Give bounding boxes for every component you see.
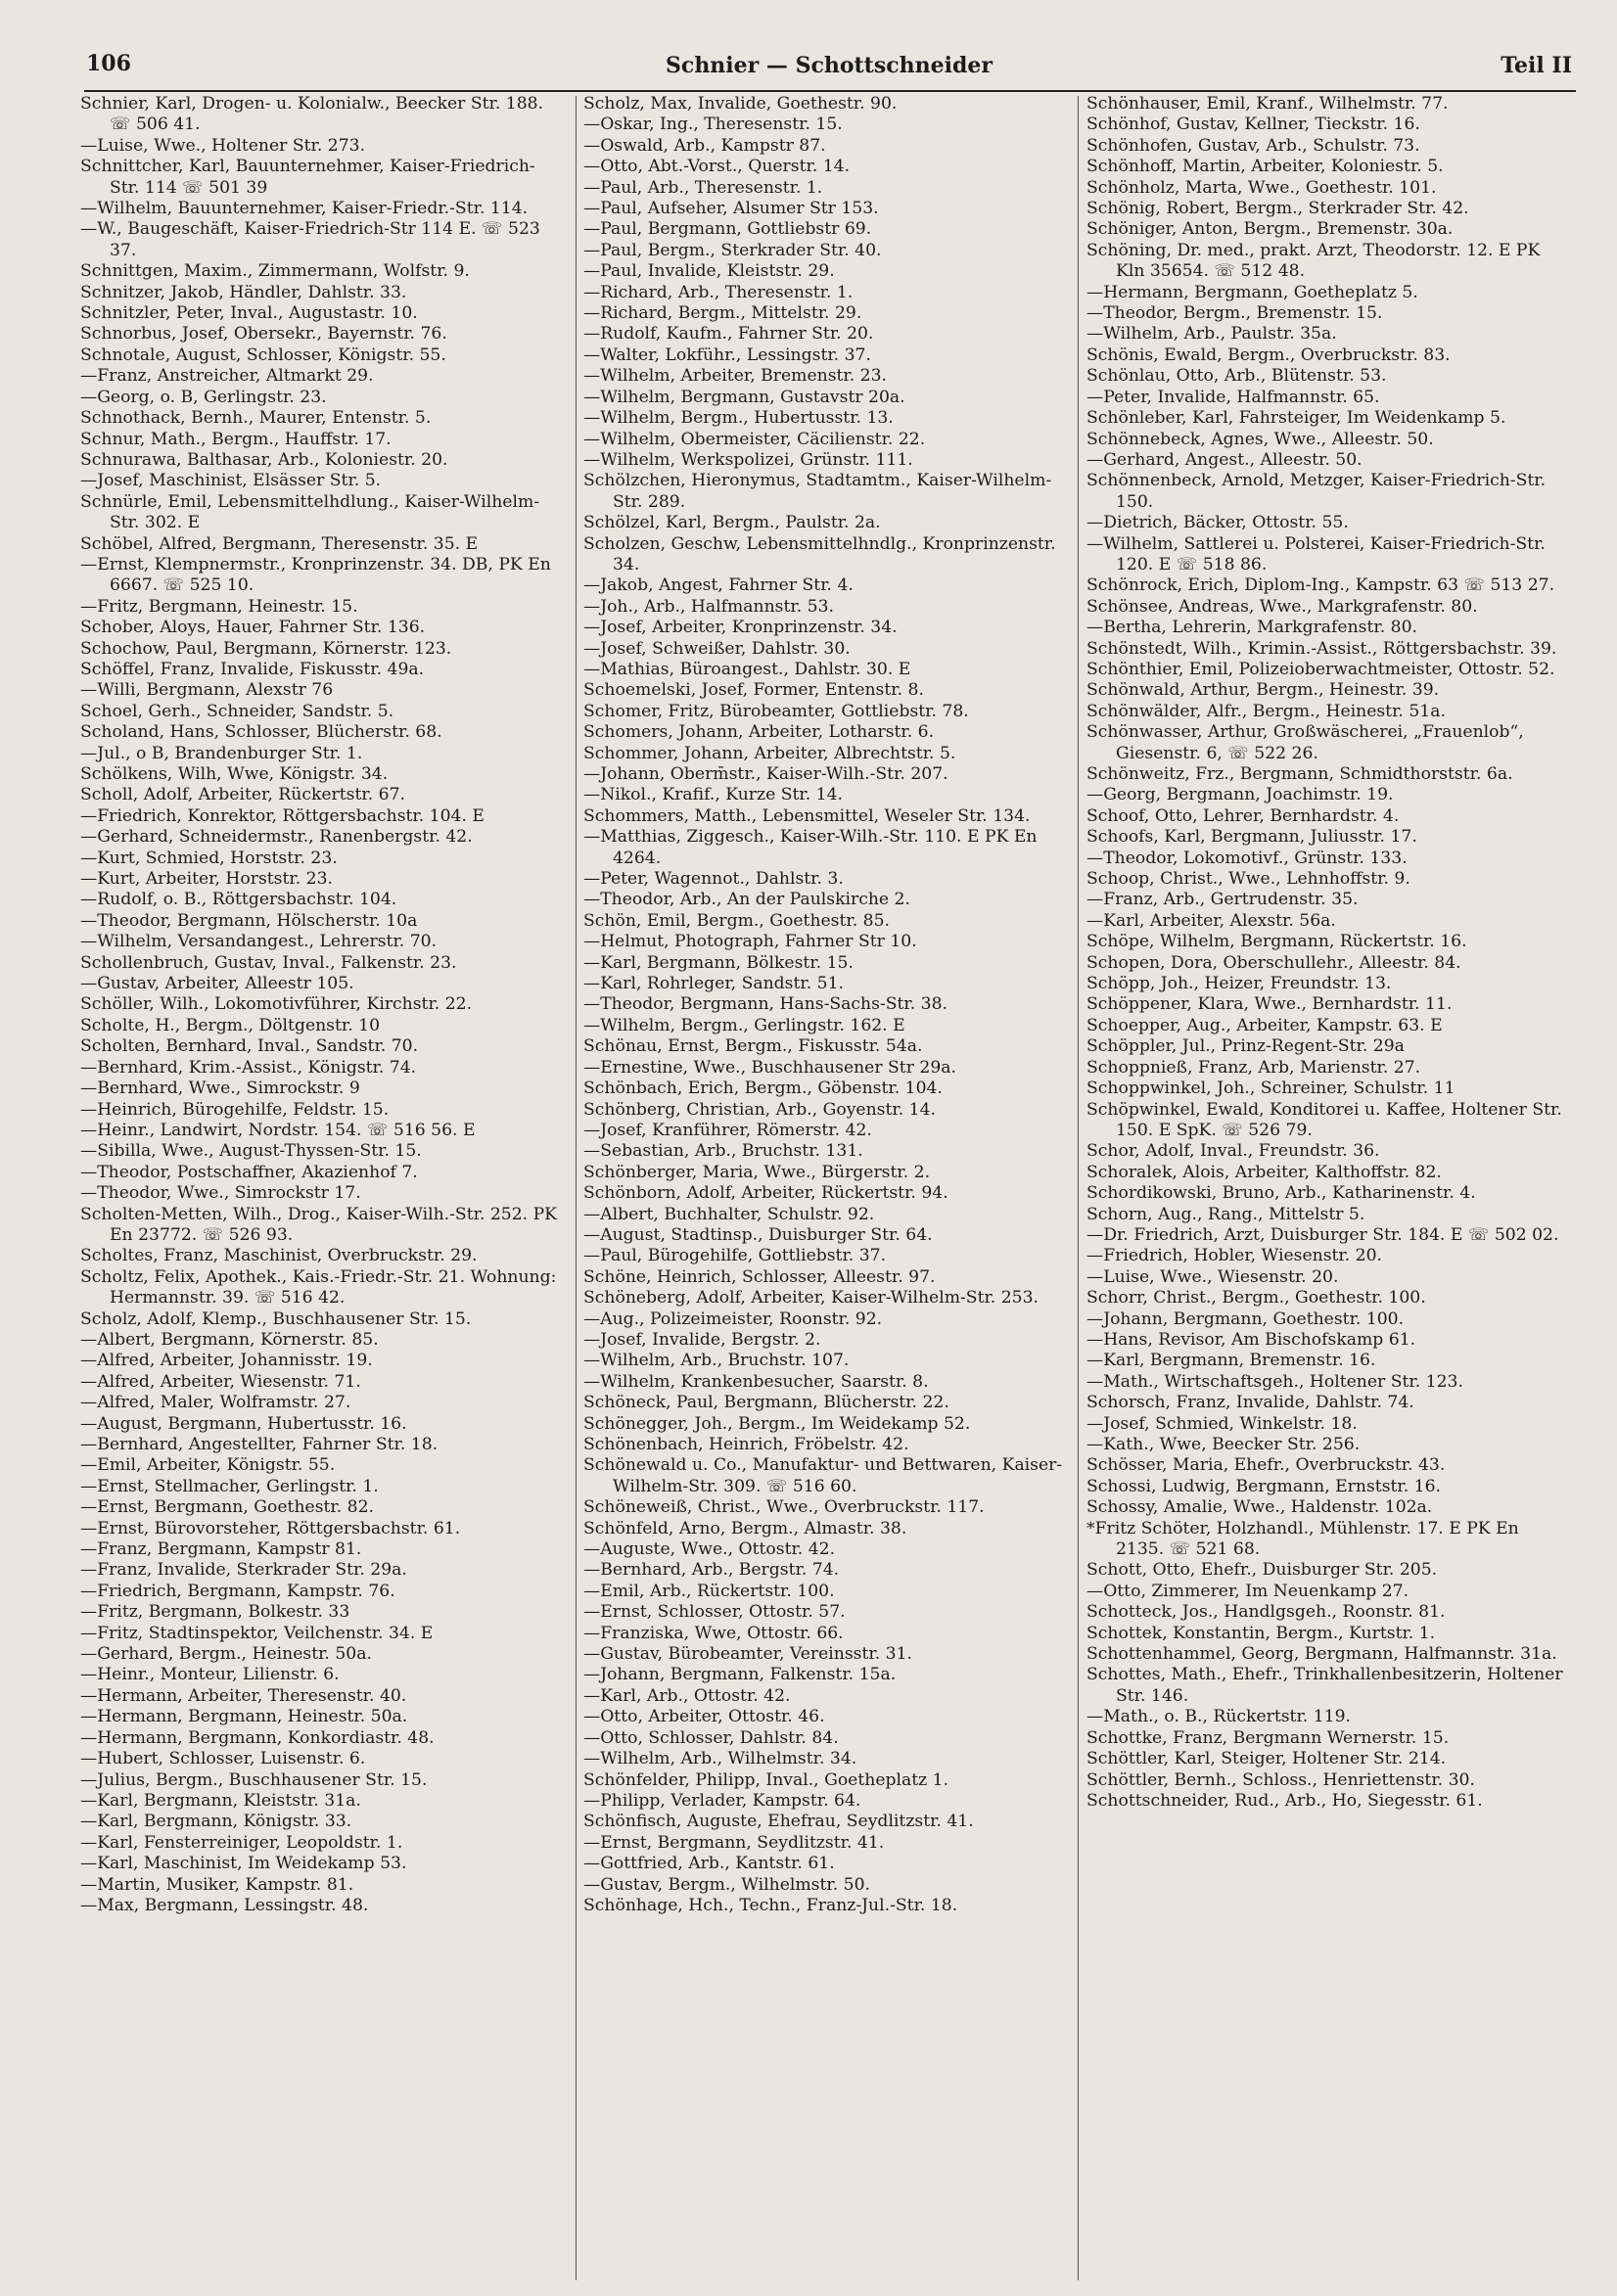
directory-entry: —Emil, Arb., Rückertstr. 100.: [583, 1581, 835, 1601]
directory-entry: Schor, Adolf, Inval., Freundstr. 36.: [1086, 1141, 1380, 1162]
running-title: Schnier — Schottschneider: [666, 53, 993, 78]
page-header: [86, 47, 1572, 86]
directory-entry: —Ernst, Schlosser, Ottostr. 57.: [583, 1602, 846, 1623]
directory-entry: —Ernst, Klempnermstr., Kronprinzenstr. 34. DB, PK En 6667. ☏ 525 10.: [80, 554, 551, 596]
directory-entry: Schönegger, Joh., Bergm., Im Weidekamp 52.: [583, 1413, 971, 1434]
directory-entry: Scholz, Adolf, Klemp., Buschhausener Str. 15.: [80, 1309, 472, 1329]
directory-entry: —Theodor, Lokomotivf., Grünstr. 133.: [1086, 848, 1408, 868]
directory-entry: Scholl, Adolf, Arbeiter, Rückertstr. 67.: [80, 785, 405, 805]
directory-entry: —Sibilla, Wwe., August-Thyssen-Str. 15.: [80, 1141, 422, 1162]
directory-entry: —Albert, Buchhalter, Schulstr. 92.: [583, 1204, 875, 1224]
directory-entry: Schoof, Otto, Lehrer, Bernhardstr. 4.: [1086, 805, 1400, 826]
directory-entry: —Otto, Schlosser, Dahlstr. 84.: [583, 1727, 839, 1748]
directory-column-3: [1086, 94, 1571, 2286]
directory-entry: Schönenbach, Heinrich, Fröbelstr. 42.: [583, 1435, 909, 1454]
directory-entry: —Wilhelm, Sattlerei u. Polsterei, Kaiser-Friedrich-Str. 120. E ☏ 518 86.: [1086, 533, 1546, 574]
directory-entry: Schossy, Amalie, Wwe., Haldenstr. 102a.: [1086, 1497, 1433, 1518]
directory-entry: —Wilhelm, Arbeiter, Bremenstr. 23.: [583, 366, 888, 387]
directory-entry: —Franz, Bergmann, Kampstr 81.: [80, 1539, 362, 1560]
directory-entry: —Ernst, Bergmann, Goethestr. 82.: [80, 1497, 375, 1518]
directory-entry: —Hermann, Bergmann, Konkordiastr. 48.: [80, 1727, 435, 1748]
column-divider-2: [1078, 96, 1079, 2280]
directory-entry: —Wilhelm, Bergm., Hubertusstr. 13.: [583, 408, 894, 429]
directory-entry: Schoop, Christ., Wwe., Lehnhoffstr. 9.: [1086, 869, 1410, 890]
directory-entry: —Hermann, Bergmann, Heinestr. 50a.: [80, 1707, 408, 1727]
directory-entry: Schönau, Ernst, Bergm., Fiskusstr. 54a.: [583, 1036, 923, 1057]
directory-entry: Schöne, Heinrich, Schlosser, Alleestr. 97.: [583, 1266, 936, 1287]
directory-entry: Schoepper, Aug., Arbeiter, Kampstr. 63. E: [1086, 1015, 1443, 1035]
directory-entry: Schoralek, Alois, Arbeiter, Kalthoffstr. 82.: [1086, 1162, 1442, 1182]
directory-entry: Schönfelder, Philipp, Inval., Goetheplatz 1.: [583, 1769, 949, 1790]
directory-entry: —Ernst, Stellmacher, Gerlingstr. 1.: [80, 1476, 379, 1496]
directory-entry: Scholzen, Geschw, Lebensmittelhndlg., Kronprinzenstr. 34.: [583, 533, 1056, 574]
directory-entry: Schnier, Karl, Drogen- u. Kolonialw., Beecker Str. 188. ☏ 506 41.: [80, 94, 544, 135]
directory-entry: Schönhofen, Gustav, Arb., Schulstr. 73.: [1086, 135, 1420, 156]
directory-entry: —Gustav, Arbeiter, Alleestr 105.: [80, 974, 354, 994]
directory-entry: Schnitzler, Peter, Inval., Augustastr. 10.: [80, 303, 418, 324]
directory-entry: —Wilhelm, Arb., Bruchstr. 107.: [583, 1351, 850, 1371]
directory-entry: Schöller, Wilh., Lokomotivführer, Kirchstr. 22.: [80, 994, 473, 1015]
directory-entry: —Wilhelm, Bergm., Gerlingstr. 162. E: [583, 1015, 905, 1035]
directory-entry: Schönhage, Hch., Techn., Franz-Jul.-Str. 18.: [583, 1895, 958, 1915]
directory-entry: Schnotale, August, Schlosser, Königstr. 55.: [80, 344, 446, 365]
directory-entry: Schommer, Johann, Arbeiter, Albrechtstr. 5.: [583, 743, 956, 763]
directory-entry: —Gerhard, Angest., Alleestr. 50.: [1086, 449, 1363, 470]
directory-entry: —Gustav, Bürobeamter, Vereinsstr. 31.: [583, 1644, 912, 1665]
directory-entry: —Otto, Zimmerer, Im Neuenkamp 27.: [1086, 1581, 1409, 1601]
directory-entry: Schoel, Gerh., Schneider, Sandstr. 5.: [80, 701, 394, 721]
directory-entry: —Karl, Maschinist, Im Weidekamp 53.: [80, 1854, 407, 1874]
directory-entry: Schöpwinkel, Ewald, Konditorei u. Kaffee, Holtener Str. 150. E SpK. ☏ 526 79.: [1086, 1099, 1562, 1140]
directory-entry: —Joh., Arb., Halfmannstr. 53.: [583, 596, 834, 617]
directory-entry: —Heinr., Monteur, Lilienstr. 6.: [80, 1665, 340, 1685]
directory-entry: Schönhauser, Emil, Kranf., Wilhelmstr. 77.: [1086, 94, 1449, 114]
directory-entry: Schott, Otto, Ehefr., Duisburger Str. 205.: [1086, 1560, 1438, 1581]
directory-entry: —Josef, Arbeiter, Kronprinzenstr. 34.: [583, 618, 898, 638]
directory-entry: —Kurt, Arbeiter, Horststr. 23.: [80, 869, 333, 890]
directory-entry: Schottenhammel, Georg, Bergmann, Halfmannstr. 31a.: [1086, 1644, 1557, 1665]
directory-entry: —Josef, Schweißer, Dahlstr. 30.: [583, 638, 851, 659]
directory-entry: Schöppler, Jul., Prinz-Regent-Str. 29a: [1086, 1036, 1405, 1057]
directory-entry: Schöneweiß, Christ., Wwe., Overbruckstr. 117.: [583, 1497, 985, 1518]
directory-entry: —Paul, Aufseher, Alsumer Str 153.: [583, 199, 879, 219]
directory-entry: —Ernst, Bürovorsteher, Röttgersbachstr. 61.: [80, 1518, 461, 1538]
directory-entry: —Johann, Bergmann, Goethestr. 100.: [1086, 1309, 1405, 1329]
directory-entry: Schoppwinkel, Joh., Schreiner, Schulstr. 11: [1086, 1079, 1455, 1099]
directory-entry: —Josef, Schmied, Winkelstr. 18.: [1086, 1413, 1358, 1434]
directory-entry: Schöpp, Joh., Heizer, Freundstr. 13.: [1086, 974, 1392, 994]
directory-entry: Schorr, Christ., Bergm., Goethestr. 100.: [1086, 1288, 1426, 1309]
directory-entry: —Hermann, Bergmann, Goetheplatz 5.: [1086, 282, 1418, 302]
directory-entry: —Paul, Bürogehilfe, Gottliebstr. 37.: [583, 1246, 887, 1266]
directory-entry: —Math., Wirtschaftsgeh., Holtener Str. 123.: [1086, 1371, 1463, 1392]
directory-entry: —Franz, Arb., Gertrudenstr. 35.: [1086, 890, 1359, 910]
directory-entry: *Fritz Schöter, Holzhandl., Mühlenstr. 17. E PK En 2135. ☏ 521 68.: [1086, 1518, 1519, 1560]
directory-entry: —Karl, Bergmann, Kleiststr. 31a.: [80, 1790, 361, 1811]
directory-entry: —Helmut, Photograph, Fahrner Str 10.: [583, 932, 917, 952]
directory-entry: —Richard, Bergm., Mittelstr. 29.: [583, 303, 862, 324]
directory-entry: Schönewald u. Co., Manufaktur- und Bettwaren, Kaiser-Wilhelm-Str. 309. ☏ 516 60.: [583, 1455, 1063, 1496]
directory-entry: Schöning, Dr. med., prakt. Arzt, Theodorstr. 12. E PK Kln 35654. ☏ 512 48.: [1086, 240, 1541, 282]
directory-entry: Schönbach, Erich, Bergm., Göbenstr. 104.: [583, 1079, 943, 1099]
directory-entry: —Math., o. B., Rückertstr. 119.: [1086, 1707, 1351, 1727]
directory-entry: —Bernhard, Arb., Bergstr. 74.: [583, 1560, 840, 1581]
directory-entry: Schöttler, Bernh., Schloss., Henriettenstr. 30.: [1086, 1769, 1475, 1790]
directory-entry: —Theodor, Bergm., Bremenstr. 15.: [1086, 303, 1383, 324]
directory-entry: —Josef, Maschinist, Elsässer Str. 5.: [80, 471, 382, 491]
directory-entry: Scholten, Bernhard, Inval., Sandstr. 70.: [80, 1036, 419, 1057]
directory-entry: —Wilhelm, Bergmann, Gustavstr 20a.: [583, 387, 905, 407]
directory-entry: Schorsch, Franz, Invalide, Dahlstr. 74.: [1086, 1393, 1414, 1413]
directory-entry: —Karl, Arbeiter, Alexstr. 56a.: [1086, 910, 1336, 931]
directory-entry: Schöttler, Karl, Steiger, Holtener Str. 214.: [1086, 1749, 1447, 1769]
directory-entry: Schönberg, Christian, Arb., Goyenstr. 14.: [583, 1099, 936, 1120]
directory-entry: —Hubert, Schlosser, Luisenstr. 6.: [80, 1749, 366, 1769]
directory-entry: Schossi, Ludwig, Bergmann, Ernststr. 16.: [1086, 1476, 1442, 1496]
directory-entry: —Johann, Oberm̄str., Kaiser-Wilh.-Str. 207.: [583, 764, 948, 784]
directory-entry: Schnürle, Emil, Lebensmittelhdlung., Kaiser-Wilhelm-Str. 302. E: [80, 491, 540, 533]
directory-entry: Schomers, Johann, Arbeiter, Lotharstr. 6.: [583, 722, 935, 743]
directory-entry: —Max, Bergmann, Lessingstr. 48.: [80, 1895, 369, 1915]
directory-entry: Schöppener, Klara, Wwe., Bernhardstr. 11.: [1086, 994, 1453, 1015]
directory-entry: —Franz, Invalide, Sterkrader Str. 29a.: [80, 1560, 407, 1581]
directory-entry: Schönthier, Emil, Polizeioberwachtmeister, Ottostr. 52.: [1086, 659, 1555, 679]
directory-entry: Schoemelski, Josef, Former, Entenstr. 8.: [583, 680, 924, 701]
directory-entry: —Rudolf, o. B., Röttgersbachstr. 104.: [80, 890, 397, 910]
directory-entry: Schönwälder, Alfr., Bergm., Heinestr. 51a.: [1086, 701, 1446, 721]
directory-entry: —Peter, Wagennot., Dahlstr. 3.: [583, 869, 844, 890]
directory-entry: —Josef, Kranführer, Römerstr. 42.: [583, 1120, 872, 1140]
directory-entry: —Willi, Bergmann, Alexstr 76: [80, 680, 334, 701]
directory-entry: Schölkens, Wilh, Wwe, Königstr. 34.: [80, 764, 389, 784]
directory-entry: Schönwald, Arthur, Bergm., Heinestr. 39.: [1086, 680, 1440, 701]
directory-entry: Schönfeld, Arno, Bergm., Almastr. 38.: [583, 1518, 907, 1538]
directory-entry: Schommers, Matth., Lebensmittel, Weseler Str. 134.: [583, 805, 1031, 826]
directory-entry: Schönig, Robert, Bergm., Sterkrader Str. 42.: [1086, 199, 1469, 219]
directory-entry: —Heinr., Landwirt, Nordstr. 154. ☏ 516 56. E: [80, 1120, 476, 1140]
directory-entry: —Friedrich, Konrektor, Röttgersbachstr. 104. E: [80, 805, 485, 826]
directory-entry: Schordikowski, Bruno, Arb., Katharinenstr. 4.: [1086, 1183, 1476, 1204]
directory-entry: —Albert, Bergmann, Körnerstr. 85.: [80, 1329, 379, 1350]
directory-entry: —Karl, Fensterreiniger, Leopoldstr. 1.: [80, 1832, 403, 1853]
directory-entry: Schöneberg, Adolf, Arbeiter, Kaiser-Wilhelm-Str. 253.: [583, 1288, 1040, 1309]
directory-entry: —Oswald, Arb., Kampstr 87.: [583, 135, 826, 156]
directory-entry: Schöniger, Anton, Bergm., Bremenstr. 30a.: [1086, 219, 1454, 240]
directory-entry: —Karl, Bergmann, Bölkestr. 15.: [583, 952, 854, 973]
directory-entry: —Aug., Polizeimeister, Roonstr. 92.: [583, 1309, 883, 1329]
directory-entry: —August, Stadtinsp., Duisburger Str. 64.: [583, 1224, 933, 1245]
directory-entry: Scholte, H., Bergm., Döltgenstr. 10: [80, 1015, 381, 1035]
directory-entry: Schoofs, Karl, Bergmann, Juliusstr. 17.: [1086, 827, 1417, 848]
directory-entry: —Ernestine, Wwe., Buschhausener Str 29a.: [583, 1057, 956, 1078]
directory-entry: —Paul, Arb., Theresenstr. 1.: [583, 177, 823, 198]
directory-entry: Schönstedt, Wilh., Krimin.-Assist., Röttgersbachstr. 39.: [1086, 638, 1557, 659]
directory-entry: —Rudolf, Kaufm., Fahrner Str. 20.: [583, 324, 874, 344]
directory-entry: —Richard, Arb., Theresenstr. 1.: [583, 282, 854, 302]
directory-entry: Scholtes, Franz, Maschinist, Overbruckstr. 29.: [80, 1246, 478, 1266]
directory-entry: —Fritz, Bergmann, Heinestr. 15.: [80, 596, 358, 617]
directory-entry: —Franz, Anstreicher, Altmarkt 29.: [80, 366, 374, 387]
directory-entry: —Karl, Bergmann, Königstr. 33.: [80, 1812, 352, 1832]
directory-entry: —Jul., o B, Brandenburger Str. 1.: [80, 743, 363, 763]
directory-entry: —Emil, Arbeiter, Königstr. 55.: [80, 1455, 336, 1476]
directory-entry: —Wilhelm, Arb., Wilhelmstr. 34.: [583, 1749, 857, 1769]
directory-entry: —Gerhard, Bergm., Heinestr. 50a.: [80, 1644, 372, 1665]
directory-entry: —Nikol., Krafif., Kurze Str. 14.: [583, 785, 843, 805]
directory-entry: Schollenbruch, Gustav, Inval., Falkenstr. 23.: [80, 952, 457, 973]
directory-entry: Schönis, Ewald, Bergm., Overbruckstr. 83.: [1086, 344, 1451, 365]
directory-entry: —Matthias, Ziggesch., Kaiser-Wilh.-Str. 110. E PK En 4264.: [583, 827, 1038, 868]
directory-entry: Schönwasser, Arthur, Großwäscherei, „Frauenlob“, Giesenstr. 6, ☏ 522 26.: [1086, 722, 1524, 763]
directory-entry: —Mathias, Büroangest., Dahlstr. 30. E: [583, 659, 911, 679]
directory-entry: —Wilhelm, Obermeister, Cäcilienstr. 22.: [583, 429, 926, 449]
header-rule: [84, 90, 1576, 92]
directory-entry: —Alfred, Maler, Wolframstr. 27.: [80, 1393, 351, 1413]
directory-entry: —Walter, Lokführ., Lessingstr. 37.: [583, 344, 871, 365]
directory-entry: —Friedrich, Bergmann, Kampstr. 76.: [80, 1581, 395, 1601]
directory-entry: —Martin, Musiker, Kampstr. 81.: [80, 1874, 354, 1895]
directory-entry: —Friedrich, Hobler, Wiesenstr. 20.: [1086, 1246, 1383, 1266]
directory-entry: Schönborn, Adolf, Arbeiter, Rückertstr. 94.: [583, 1183, 948, 1204]
directory-entry: Schönnebeck, Agnes, Wwe., Alleestr. 50.: [1086, 429, 1434, 449]
directory-entry: Schöbel, Alfred, Bergmann, Theresenstr. 35. E: [80, 533, 479, 554]
directory-entry: —Gustav, Bergm., Wilhelmstr. 50.: [583, 1874, 870, 1895]
part-label: Teil II: [1501, 53, 1572, 78]
directory-entry: —Hermann, Arbeiter, Theresenstr. 40.: [80, 1685, 407, 1706]
directory-entry: —Kath., Wwe, Beecker Str. 256.: [1086, 1435, 1361, 1454]
directory-entry: —Wilhelm, Werkspolizei, Grünstr. 111.: [583, 449, 913, 470]
directory-entry: —Otto, Arbeiter, Ottostr. 46.: [583, 1707, 825, 1727]
directory-entry: —Luise, Wwe., Holtener Str. 273.: [80, 135, 366, 156]
directory-column-1: [80, 94, 565, 2286]
directory-entry: —W., Baugeschäft, Kaiser-Friedrich-Str 114 E. ☏ 523 37.: [80, 219, 540, 260]
directory-entry: Schönsee, Andreas, Wwe., Markgrafenstr. 80.: [1086, 596, 1478, 617]
directory-entry: —Paul, Invalide, Kleiststr. 29.: [583, 261, 835, 282]
directory-entry: —Fritz, Bergmann, Bolkestr. 33: [80, 1602, 350, 1623]
directory-entry: Scholz, Max, Invalide, Goethestr. 90.: [583, 94, 898, 114]
directory-entry: —Dr. Friedrich, Arzt, Duisburger Str. 184. E ☏ 502 02.: [1086, 1224, 1559, 1245]
directory-entry: Schochow, Paul, Bergmann, Körnerstr. 123.: [80, 638, 452, 659]
directory-entry: —Alfred, Arbeiter, Johannisstr. 19.: [80, 1351, 373, 1371]
directory-entry: Schölzel, Karl, Bergm., Paulstr. 2a.: [583, 513, 881, 533]
directory-entry: Schönhoff, Martin, Arbeiter, Koloniestr. 5.: [1086, 157, 1444, 177]
directory-entry: —Wilhelm, Arb., Paulstr. 35a.: [1086, 324, 1337, 344]
directory-entry: —Ernst, Bergmann, Seydlitzstr. 41.: [583, 1832, 885, 1853]
directory-entry: —Wilhelm, Versandangest., Lehrerstr. 70.: [80, 932, 438, 952]
directory-entry: Schnorbus, Josef, Obersekr., Bayernstr. 76.: [80, 324, 447, 344]
directory-entry: Schomer, Fritz, Bürobeamter, Gottliebstr. 78.: [583, 701, 969, 721]
directory-entry: Scholten-Metten, Wilh., Drog., Kaiser-Wilh.-Str. 252. PK En 23772. ☏ 526 93.: [80, 1204, 558, 1245]
directory-entry: Schönnenbeck, Arnold, Metzger, Kaiser-Friedrich-Str. 150.: [1086, 471, 1547, 512]
directory-entry: —Theodor, Postschaffner, Akazienhof 7.: [80, 1162, 418, 1182]
directory-entry: —Karl, Bergmann, Bremenstr. 16.: [1086, 1351, 1376, 1371]
directory-entry: Schönberger, Maria, Wwe., Bürgerstr. 2.: [583, 1162, 931, 1182]
directory-entry: —Karl, Arb., Ottostr. 42.: [583, 1685, 791, 1706]
directory-entry: Schöneck, Paul, Bergmann, Blücherstr. 22.: [583, 1393, 949, 1413]
directory-entry: —Hans, Revisor, Am Bischofskamp 61.: [1086, 1329, 1416, 1350]
directory-entry: —Heinrich, Bürogehilfe, Feldstr. 15.: [80, 1099, 390, 1120]
directory-entry: Schönfisch, Auguste, Ehefrau, Seydlitzstr. 41.: [583, 1812, 974, 1832]
directory-entry: Schottschneider, Rud., Arb., Ho, Siegesstr. 61.: [1086, 1790, 1483, 1811]
directory-entry: —Bernhard, Wwe., Simrockstr. 9: [80, 1079, 360, 1099]
directory-entry: Schnittgen, Maxim., Zimmermann, Wolfstr. 9.: [80, 261, 470, 282]
directory-entry: Schösser, Maria, Ehefr., Overbruckstr. 43.: [1086, 1455, 1446, 1476]
directory-entry: Schnur, Math., Bergm., Hauffstr. 17.: [80, 429, 392, 449]
directory-entry: Schönleber, Karl, Fahrsteiger, Im Weidenkamp 5.: [1086, 408, 1506, 429]
directory-entry: —August, Bergmann, Hubertusstr. 16.: [80, 1413, 407, 1434]
column-divider-1: [576, 96, 577, 2280]
directory-entry: Schopen, Dora, Oberschullehr., Alleestr. 84.: [1086, 952, 1461, 973]
directory-entry: Schorn, Aug., Rang., Mittelstr 5.: [1086, 1204, 1365, 1224]
directory-entry: —Bertha, Lehrerin, Markgrafenstr. 80.: [1086, 618, 1417, 638]
directory-entry: —Johann, Bergmann, Falkenstr. 15a.: [583, 1665, 897, 1685]
directory-entry: —Sebastian, Arb., Bruchstr. 131.: [583, 1141, 863, 1162]
directory-entry: Schottke, Franz, Bergmann Wernerstr. 15.: [1086, 1727, 1450, 1748]
directory-entry: Scholand, Hans, Schlosser, Blücherstr. 68.: [80, 722, 442, 743]
directory-entry: —Georg, Bergmann, Joachimstr. 19.: [1086, 785, 1394, 805]
directory-entry: —Karl, Rohrleger, Sandstr. 51.: [583, 974, 844, 994]
directory-entry: Schnothack, Bernh., Maurer, Entenstr. 5.: [80, 408, 432, 429]
directory-entry: —Alfred, Arbeiter, Wiesenstr. 71.: [80, 1371, 361, 1392]
directory-entry: Schöffel, Franz, Invalide, Fiskusstr. 49a.: [80, 659, 425, 679]
directory-entry: Schönweitz, Frz., Bergmann, Schmidthorststr. 6a.: [1086, 764, 1513, 784]
directory-entry: —Kurt, Schmied, Horststr. 23.: [80, 848, 338, 868]
directory-entry: Schöpe, Wilhelm, Bergmann, Rückertstr. 16.: [1086, 932, 1467, 952]
directory-entry: —Theodor, Bergmann, Hölscherstr. 10a: [80, 910, 418, 931]
directory-entry: —Josef, Invalide, Bergstr. 2.: [583, 1329, 821, 1350]
directory-entry: —Wilhelm, Bauunternehmer, Kaiser-Friedr.-Str. 114.: [80, 199, 529, 219]
directory-entry: —Gottfried, Arb., Kantstr. 61.: [583, 1854, 835, 1874]
directory-entry: —Gerhard, Schneidermstr., Ranenbergstr. 42.: [80, 827, 473, 848]
directory-entry: —Luise, Wwe., Wiesenstr. 20.: [1086, 1266, 1339, 1287]
directory-entry: —Jakob, Angest, Fahrner Str. 4.: [583, 575, 854, 596]
directory-entry: —Dietrich, Bäcker, Ottostr. 55.: [1086, 513, 1349, 533]
directory-entry: Schönlau, Otto, Arb., Blütenstr. 53.: [1086, 366, 1387, 387]
directory-entry: Scholtz, Felix, Apothek., Kais.-Friedr.-Str. 21. Wohnung: Hermannstr. 39. ☏ 516 42.: [80, 1266, 557, 1309]
directory-entry: —Wilhelm, Krankenbesucher, Saarstr. 8.: [583, 1371, 929, 1392]
directory-entry: Schönrock, Erich, Diplom-Ing., Kampstr. 63 ☏ 513 27.: [1086, 575, 1555, 596]
directory-entry: Schottek, Konstantin, Bergm., Kurtstr. 1.: [1086, 1623, 1436, 1643]
directory-entry: —Franziska, Wwe, Ottostr. 66.: [583, 1623, 844, 1643]
directory-entry: —Philipp, Verlader, Kampstr. 64.: [583, 1790, 861, 1811]
directory-entry: —Otto, Abt.-Vorst., Querstr. 14.: [583, 157, 851, 177]
directory-column-2: [583, 94, 1068, 2286]
directory-entry: —Peter, Invalide, Halfmannstr. 65.: [1086, 387, 1380, 407]
directory-entry: —Georg, o. B, Gerlingstr. 23.: [80, 387, 327, 407]
directory-entry: Schoppnieß, Franz, Arb, Marienstr. 27.: [1086, 1057, 1421, 1078]
directory-entry: Schnittcher, Karl, Bauunternehmer, Kaiser-Friedrich-Str. 114 ☏ 501 39: [80, 157, 535, 198]
directory-entry: Schölzchen, Hieronymus, Stadtamtm., Kaiser-Wilhelm-Str. 289.: [583, 471, 1052, 512]
directory-entry: Schottes, Math., Ehefr., Trinkhallenbesitzerin, Holtener Str. 146.: [1086, 1665, 1563, 1706]
directory-entry: —Theodor, Wwe., Simrockstr 17.: [80, 1183, 361, 1204]
directory-entry: —Bernhard, Krim.-Assist., Königstr. 74.: [80, 1057, 417, 1078]
directory-entry: —Bernhard, Angestellter, Fahrner Str. 18.: [80, 1435, 439, 1454]
directory-entry: Schnitzer, Jakob, Händler, Dahlstr. 33.: [80, 282, 407, 302]
directory-entry: —Oskar, Ing., Theresenstr. 15.: [583, 115, 843, 135]
directory-entry: Schnurawa, Balthasar, Arb., Koloniestr. 20.: [80, 449, 448, 470]
directory-entry: —Julius, Bergm., Buschhausener Str. 15.: [80, 1769, 428, 1790]
directory-entry: —Fritz, Stadtinspektor, Veilchenstr. 34. E: [80, 1623, 434, 1643]
directory-entry: —Paul, Bergm., Sterkrader Str. 40.: [583, 240, 882, 260]
directory-entry: —Auguste, Wwe., Ottostr. 42.: [583, 1539, 836, 1560]
directory-entry: —Theodor, Arb., An der Paulskirche 2.: [583, 890, 910, 910]
directory-entry: Schober, Aloys, Hauer, Fahrner Str. 136.: [80, 618, 426, 638]
directory-entry: Schönholz, Marta, Wwe., Goethestr. 101.: [1086, 177, 1437, 198]
directory-entry: Schön, Emil, Bergm., Goethestr. 85.: [583, 910, 890, 931]
directory-entry: Schotteck, Jos., Handlgsgeh., Roonstr. 81.: [1086, 1602, 1446, 1623]
directory-entry: Schönhof, Gustav, Kellner, Tieckstr. 16.: [1086, 115, 1420, 135]
directory-entry: —Paul, Bergmann, Gottliebstr 69.: [583, 219, 872, 240]
directory-entry: —Theodor, Bergmann, Hans-Sachs-Str. 38.: [583, 994, 948, 1015]
page-number: 106: [86, 51, 131, 76]
